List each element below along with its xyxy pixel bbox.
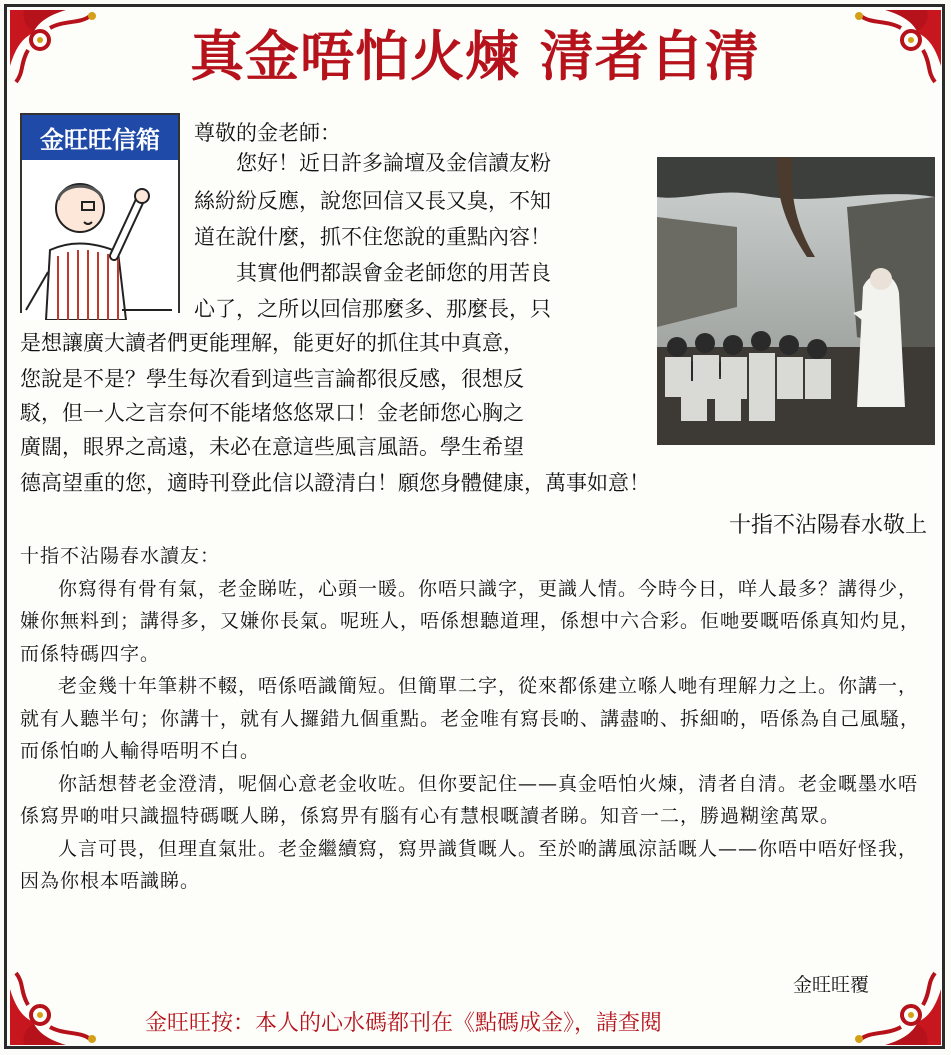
mailbox-badge — [20, 113, 180, 313]
letter-line: 駁，但一人之言奈何不能堵悠悠眾口！金老師您心胸之 — [20, 401, 524, 425]
letter-line: 其實他們都誤會金老師您的用苦良 — [194, 261, 551, 285]
letter-line: 廣闊，眼界之高遠，未必在意這些風言風語。學生希望 — [20, 435, 524, 459]
corner-ornament-bottom-left — [6, 969, 106, 1049]
footer-note: 金旺旺按：本人的心水碼都刊在《點碼成金》，請查閱 — [145, 1011, 663, 1036]
page-title: 真金唔怕火煉 清者自清 — [190, 24, 760, 88]
reply-paragraph: 你寫得有骨有氣，老金睇咗，心頭一暖。你唔只識字，更識人情。今時今日，咩人最多？講得少，嫌你無料到；講得多，又嫌你長氣。呢班人，唔係想聽道理，係想中六合彩。佢哋要嘅唔係真知灼見，而係特碼四字。 — [20, 577, 921, 665]
letter-line: 心了，之所以回信那麼多、那麼長，只 — [194, 297, 551, 321]
letter-signature: 十指不沾陽春水敬上 — [728, 513, 927, 538]
reply-paragraph: 老金幾十年筆耕不輟，唔係唔識簡短。但簡單二字，從來都係建立喺人哋有理解力之上。你講一，就有人聽半句；你講十，就有人攞錯九個重點。老金唯有寫長啲、講盡啲、拆細啲，唔係為自己風騷，而係怕啲人輸得唔明不白。 — [20, 675, 921, 762]
reply-signature: 金旺旺覆 — [792, 974, 869, 996]
corner-ornament-top-left — [6, 6, 106, 86]
letter-line: 是想讓廣大讀者們更能理解，能更好的抓住其中真意， — [20, 331, 524, 355]
teacher-illustration — [22, 160, 178, 320]
letter-line: 您好！近日許多論壇及金信讀友粉 — [194, 151, 551, 175]
reply-salutation: 十指不沾陽春水讀友： — [20, 545, 221, 567]
mailbox-label: 金旺旺信箱 — [22, 115, 178, 160]
letter-line: 您說是不是？學生每次看到這些言論都很反感，很想反 — [20, 367, 524, 391]
letter-line: 道在說什麼，抓不住您說的重點內容！ — [194, 225, 551, 249]
letter-line: 德高望重的您，適時刊登此信以證清白！願您身體健康，萬事如意！ — [20, 471, 650, 495]
reply-body — [20, 540, 932, 898]
reply-paragraph: 人言可畏，但理直氣壯。老金繼續寫，寫畀識貨嘅人。至於啲講風涼話嘅人——你唔中唔好怪我，因為你根本唔識睇。 — [20, 837, 919, 892]
corner-ornament-top-right — [845, 6, 945, 86]
letter-line: 絲紛紛反應，說您回信又長又臭，不知 — [194, 189, 551, 213]
reply-paragraph: 你話想替老金澄清，呢個心意老金收咗。但你要記住——真金唔怕火煉，清者自清。老金嘅墨水唔係寫畀啲咁只識搵特碼嘅人睇，係寫畀有腦有心有慧根嘅讀者睇。知音一二，勝過糊塗萬眾。 — [20, 772, 919, 827]
letter-line: 尊敬的金老師： — [194, 121, 341, 145]
scholar-teaching-illustration — [657, 157, 935, 445]
